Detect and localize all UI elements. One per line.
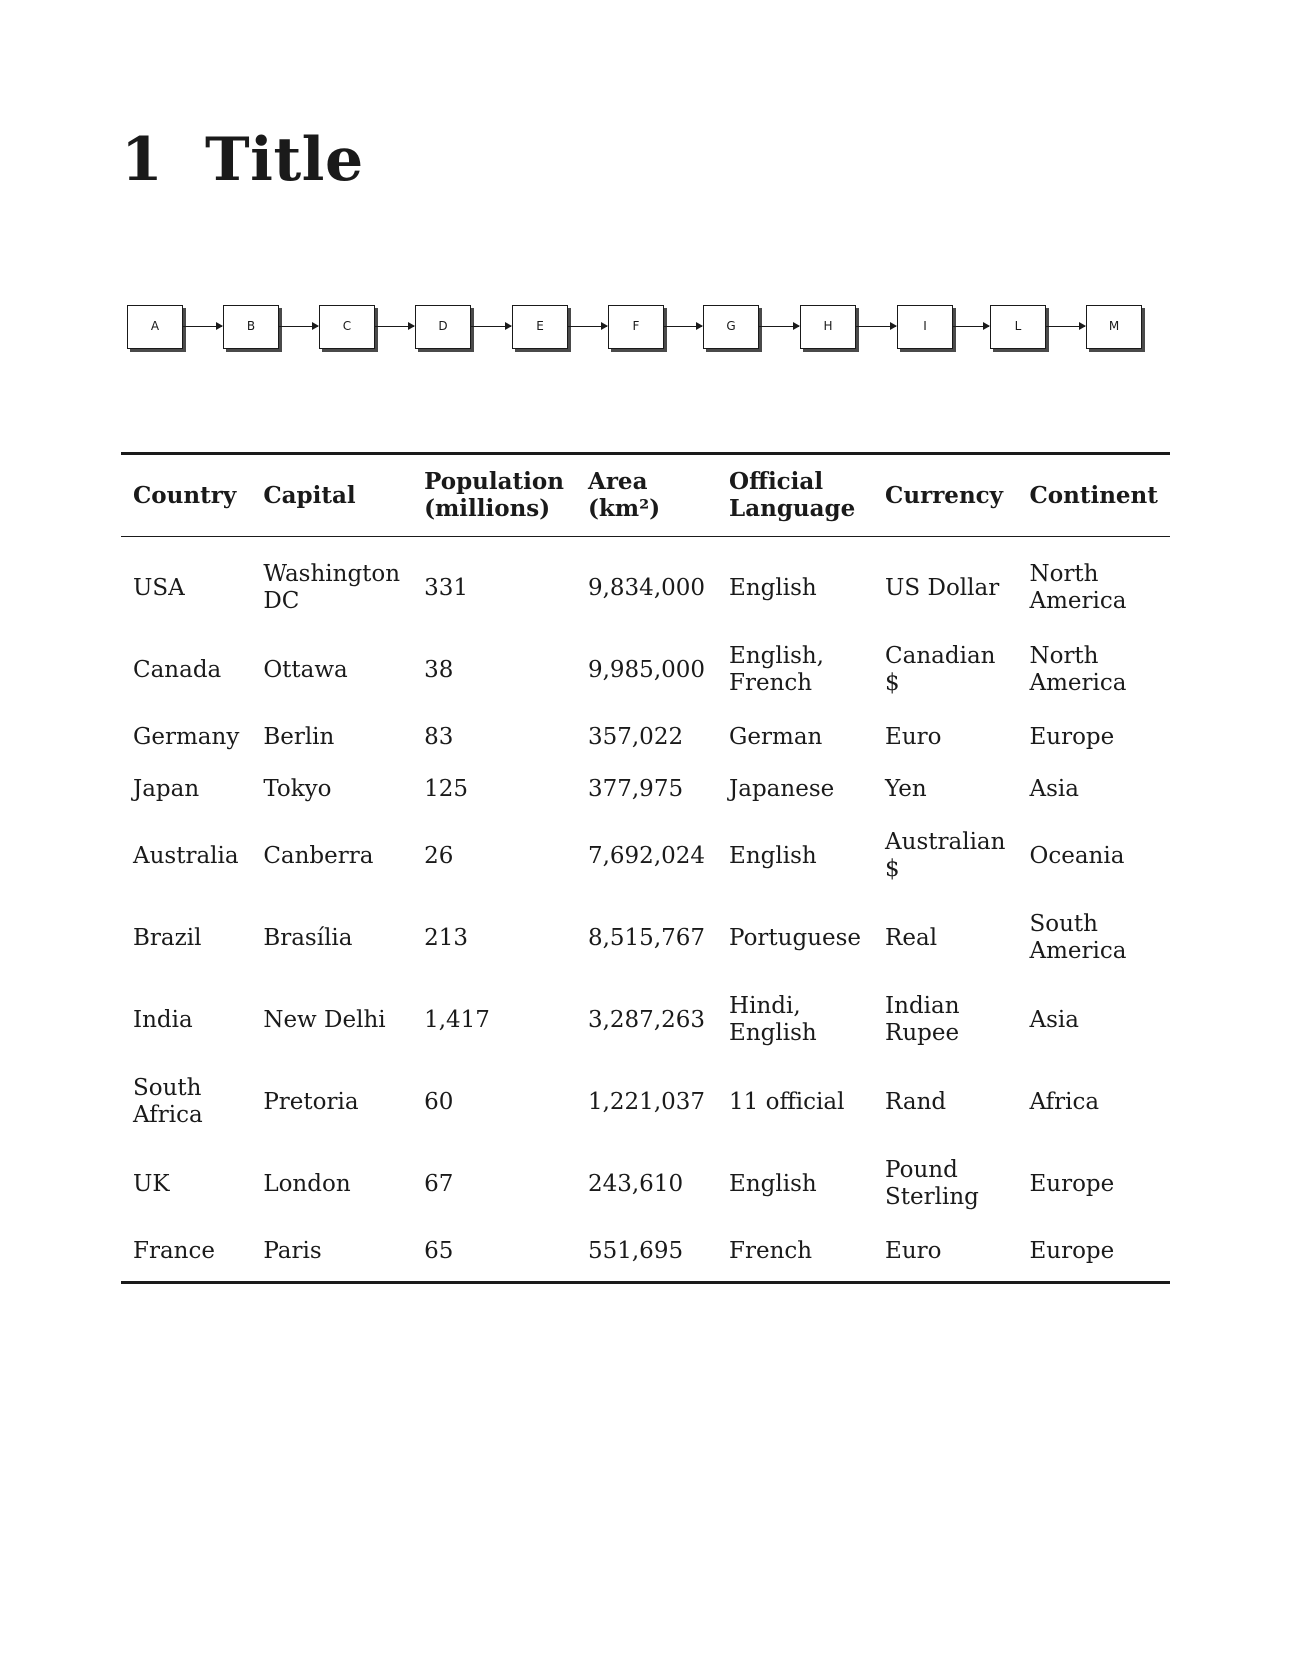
table-cell	[1017, 711, 1169, 763]
table-cell	[576, 763, 717, 815]
cell-text: 125	[424, 775, 468, 802]
table-cell	[1017, 1143, 1169, 1225]
table-row	[121, 1061, 1170, 1143]
cell-text: 7,692,024	[587, 842, 706, 869]
column-header-text: Population	[424, 468, 564, 495]
flow-arrow	[279, 326, 318, 327]
cell-text: Europe	[1029, 723, 1115, 750]
table-row	[121, 1225, 1170, 1283]
flow-node-e: E	[512, 305, 568, 349]
table-cell	[576, 537, 717, 630]
table-cell	[251, 537, 412, 630]
flow-node-b: B	[223, 305, 279, 349]
cell-text: 377,975	[587, 775, 684, 802]
table-cell	[873, 763, 1017, 815]
table-cell	[873, 979, 1017, 1061]
table-cell	[576, 1225, 717, 1283]
table-cell	[121, 629, 251, 711]
column-header-text: (millions)	[424, 495, 551, 522]
cell-text: Europe	[1029, 1237, 1115, 1264]
cell-text: 551,695	[587, 1237, 684, 1264]
table-cell	[576, 1061, 717, 1143]
cell-text: Oceania	[1029, 842, 1125, 869]
table-cell	[873, 537, 1017, 630]
table-cell	[121, 1143, 251, 1225]
cell-text: Portuguese	[729, 924, 862, 951]
table-cell	[251, 711, 412, 763]
flow-arrow	[1046, 326, 1085, 327]
table-body	[121, 537, 1170, 1283]
cell-text: South	[1029, 911, 1098, 937]
cell-text: English	[729, 842, 817, 869]
table-cell	[576, 711, 717, 763]
table-cell	[717, 711, 873, 763]
flow-node-m: M	[1086, 305, 1142, 349]
table-cell	[873, 711, 1017, 763]
table-cell	[873, 1225, 1017, 1283]
cell-text: Yen	[885, 775, 927, 802]
cell-text: New Delhi	[263, 1006, 386, 1033]
column-header	[717, 454, 873, 537]
table-row	[121, 979, 1170, 1061]
cell-text: English	[729, 1020, 817, 1046]
column-header-text: Capital	[263, 481, 356, 509]
cell-text: Brasília	[263, 924, 353, 951]
cell-text: Canadian	[885, 643, 996, 669]
flow-node-g: G	[703, 305, 759, 349]
table-cell	[412, 979, 576, 1061]
flow-node-i: I	[897, 305, 953, 349]
cell-text: Japan	[133, 775, 200, 802]
table-cell	[121, 897, 251, 979]
table-cell	[121, 1061, 251, 1143]
table-cell	[873, 897, 1017, 979]
cell-text: German	[729, 723, 823, 750]
cell-text: 60	[424, 1088, 454, 1115]
cell-text: Berlin	[263, 723, 335, 750]
table-cell	[121, 815, 251, 897]
cell-text: $	[885, 856, 900, 882]
table-cell	[873, 629, 1017, 711]
section-heading	[121, 118, 364, 202]
cell-text: Euro	[885, 723, 942, 750]
table-cell	[412, 1061, 576, 1143]
column-header-text: Continent	[1029, 481, 1158, 509]
section-title: Title	[205, 125, 364, 195]
flow-arrow	[183, 326, 222, 327]
cell-text: French	[729, 1237, 813, 1264]
cell-text: France	[133, 1237, 215, 1264]
cell-text: Rupee	[885, 1020, 960, 1046]
table-cell	[1017, 629, 1169, 711]
table-row	[121, 711, 1170, 763]
cell-text: America	[1029, 670, 1127, 696]
flow-arrow	[568, 326, 607, 327]
column-header-text: Country	[133, 481, 237, 509]
table-cell	[251, 629, 412, 711]
flow-arrow	[471, 326, 511, 327]
table-cell	[576, 897, 717, 979]
table-cell	[1017, 763, 1169, 815]
cell-text: English	[729, 1170, 817, 1197]
cell-text: Brazil	[133, 924, 202, 951]
column-header	[251, 454, 412, 537]
cell-text: Paris	[263, 1237, 322, 1264]
table-cell	[121, 1225, 251, 1283]
table-cell	[251, 979, 412, 1061]
table-cell	[873, 1061, 1017, 1143]
cell-text: Euro	[885, 1237, 942, 1264]
table-cell	[1017, 979, 1169, 1061]
cell-text: Real	[885, 924, 938, 951]
table-cell	[717, 1061, 873, 1143]
flow-node-f: F	[608, 305, 664, 349]
cell-text: Africa	[133, 1102, 203, 1128]
cell-text: America	[1029, 588, 1127, 614]
table-cell	[251, 815, 412, 897]
table-cell	[717, 897, 873, 979]
column-header	[873, 454, 1017, 537]
table-row	[121, 1143, 1170, 1225]
cell-text: Sterling	[885, 1184, 979, 1210]
cell-text: Australian	[885, 829, 1006, 855]
table-row	[121, 763, 1170, 815]
cell-text: UK	[133, 1170, 170, 1197]
column-header-text: Official	[729, 468, 824, 495]
cell-text: US Dollar	[885, 574, 1000, 601]
flow-arrow	[759, 326, 799, 327]
cell-text: $	[885, 670, 900, 696]
table-cell	[251, 1061, 412, 1143]
table-cell	[1017, 537, 1169, 630]
cell-text: South	[133, 1075, 202, 1101]
table-cell	[717, 1225, 873, 1283]
table-cell	[412, 711, 576, 763]
cell-text: 357,022	[587, 723, 684, 750]
cell-text: 213	[424, 924, 468, 951]
table-cell	[121, 711, 251, 763]
cell-text: DC	[263, 588, 300, 614]
table-cell	[251, 763, 412, 815]
table-header-row	[121, 454, 1170, 537]
cell-text: Indian	[885, 993, 960, 1019]
cell-text: Rand	[885, 1088, 947, 1115]
table-cell	[121, 763, 251, 815]
table-row	[121, 629, 1170, 711]
cell-text: 8,515,767	[587, 924, 706, 951]
cell-text: 1,221,037	[587, 1088, 706, 1115]
column-header-text: (km²)	[587, 495, 661, 522]
table-cell	[412, 897, 576, 979]
column-header-text: Language	[729, 495, 856, 522]
cell-text: Washington	[263, 561, 401, 587]
cell-text: Japanese	[729, 775, 835, 802]
cell-text: North	[1029, 561, 1099, 587]
table-cell	[873, 1143, 1017, 1225]
table-cell	[717, 815, 873, 897]
cell-text: Pound	[885, 1157, 958, 1183]
cell-text: Africa	[1029, 1088, 1100, 1115]
cell-text: Germany	[133, 723, 240, 750]
table-cell	[412, 1225, 576, 1283]
flow-arrow	[375, 326, 414, 327]
flow-node-l: L	[990, 305, 1046, 349]
column-header	[576, 454, 717, 537]
cell-text: 3,287,263	[587, 1006, 706, 1033]
cell-text: Hindi,	[729, 993, 801, 1019]
cell-text: 243,610	[587, 1170, 684, 1197]
section-number: 1	[121, 125, 164, 195]
cell-text: Asia	[1029, 1006, 1079, 1033]
cell-text: Australia	[133, 842, 239, 869]
cell-text: Tokyo	[263, 775, 332, 802]
flow-node-a: A	[127, 305, 183, 349]
table-cell	[873, 815, 1017, 897]
cell-text: 83	[424, 723, 454, 750]
cell-text: 1,417	[424, 1006, 490, 1033]
cell-text: Canada	[133, 656, 222, 683]
cell-text: 65	[424, 1237, 454, 1264]
table-row	[121, 537, 1170, 630]
country-table	[121, 452, 1170, 1284]
cell-text: 26	[424, 842, 454, 869]
column-header	[1017, 454, 1169, 537]
cell-text: French	[729, 670, 813, 696]
cell-text: London	[263, 1170, 351, 1197]
table-cell	[251, 1225, 412, 1283]
cell-text: India	[133, 1006, 193, 1033]
cell-text: 11 official	[729, 1088, 845, 1115]
table-cell	[251, 1143, 412, 1225]
table-cell	[576, 1143, 717, 1225]
cell-text: North	[1029, 643, 1099, 669]
flow-arrow	[953, 326, 989, 327]
cell-text: English	[729, 574, 817, 601]
column-header-text: Currency	[885, 481, 1004, 509]
flow-node-c: C	[319, 305, 375, 349]
flow-node-h: H	[800, 305, 856, 349]
table-cell	[412, 763, 576, 815]
flow-arrow	[856, 326, 896, 327]
table-cell	[717, 629, 873, 711]
table-cell	[717, 1143, 873, 1225]
table-row	[121, 815, 1170, 897]
table-row	[121, 897, 1170, 979]
flow-node-d: D	[415, 305, 471, 349]
cell-text: USA	[133, 574, 185, 601]
table-cell	[412, 537, 576, 630]
cell-text: Asia	[1029, 775, 1079, 802]
table-cell	[121, 979, 251, 1061]
cell-text: 9,985,000	[587, 656, 706, 683]
cell-text: Pretoria	[263, 1088, 359, 1115]
table-cell	[412, 1143, 576, 1225]
cell-text: Canberra	[263, 842, 374, 869]
cell-text: 67	[424, 1170, 454, 1197]
table-cell	[251, 897, 412, 979]
table-cell	[1017, 1225, 1169, 1283]
table-cell	[412, 815, 576, 897]
table-cell	[412, 629, 576, 711]
column-header	[412, 454, 576, 537]
table-cell	[717, 537, 873, 630]
cell-text: English,	[729, 643, 824, 669]
table-cell	[576, 629, 717, 711]
table-cell	[121, 537, 251, 630]
flow-diagram	[0, 0, 1292, 420]
table-cell	[717, 763, 873, 815]
table-cell	[1017, 1061, 1169, 1143]
cell-text: Ottawa	[263, 656, 348, 683]
cell-text: America	[1029, 938, 1127, 964]
column-header	[121, 454, 251, 537]
table-cell	[576, 979, 717, 1061]
cell-text: 9,834,000	[587, 574, 706, 601]
table-cell	[1017, 897, 1169, 979]
column-header-text: Area	[587, 468, 648, 495]
cell-text: 331	[424, 574, 468, 601]
flow-arrow	[664, 326, 702, 327]
table-cell	[1017, 815, 1169, 897]
table-cell	[576, 815, 717, 897]
cell-text: Europe	[1029, 1170, 1115, 1197]
cell-text: 38	[424, 656, 454, 683]
table-cell	[717, 979, 873, 1061]
